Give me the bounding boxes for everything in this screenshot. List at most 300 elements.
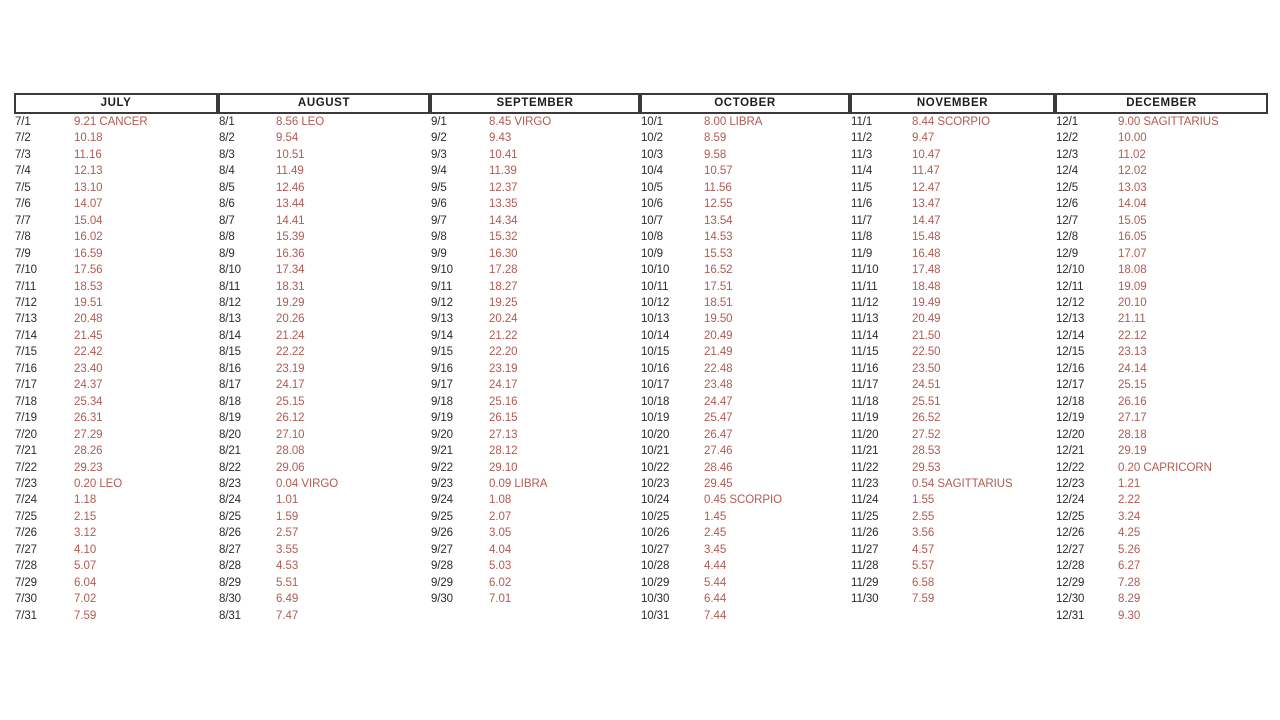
date-cell: 12/11 [1056, 280, 1084, 293]
position-value-cell: 19.49 [912, 296, 941, 309]
position-value-cell: 23.40 [74, 362, 103, 375]
position-value-cell: 18.48 [912, 280, 941, 293]
date-cell: 10/14 [641, 329, 670, 342]
date-cell: 7/26 [15, 527, 37, 540]
position-value-cell: 16.02 [74, 231, 103, 244]
month-header: OCTOBER [641, 94, 849, 113]
empty-cell [851, 608, 912, 624]
date-cell: 9/5 [431, 181, 447, 194]
date-cell: 11/15 [851, 346, 879, 359]
position-value-cell: 20.48 [74, 313, 103, 326]
position-value-cell: 29.19 [1118, 445, 1147, 458]
position-value-cell: 27.29 [74, 428, 103, 441]
date-cell: 9/25 [431, 510, 453, 523]
date-cell: 11/17 [851, 379, 879, 392]
position-value-cell: 26.15 [489, 412, 518, 425]
date-cell: 9/28 [431, 560, 453, 573]
date-cell: 7/27 [15, 543, 37, 556]
date-cell: 11/10 [851, 264, 879, 277]
position-value-cell: 15.39 [276, 231, 305, 244]
date-cell: 9/26 [431, 527, 453, 540]
position-value-cell: 24.51 [912, 379, 941, 392]
date-cell: 10/13 [641, 313, 670, 326]
date-cell: 10/21 [641, 445, 670, 458]
date-cell: 11/24 [851, 494, 879, 507]
position-value-cell: 27.13 [489, 428, 518, 441]
position-value-cell: 0.20 CAPRICORN [1118, 461, 1212, 474]
position-value-cell: 4.10 [74, 543, 97, 556]
position-value-cell: 4.25 [1118, 527, 1141, 540]
date-cell: 8/11 [219, 280, 241, 293]
position-value-cell: 5.26 [1118, 543, 1141, 556]
empty-cell [489, 608, 639, 624]
date-cell: 9/29 [431, 576, 453, 589]
position-value-cell: 28.08 [276, 445, 305, 458]
position-value-cell: 8.56 LEO [276, 116, 325, 128]
date-cell: 8/2 [219, 132, 235, 145]
position-value-cell: 29.45 [704, 477, 733, 490]
date-cell: 9/27 [431, 543, 453, 556]
table-row [15, 147, 1267, 163]
date-cell: 8/18 [219, 395, 241, 408]
date-cell: 10/27 [641, 543, 670, 556]
date-cell: 12/19 [1056, 412, 1085, 425]
date-cell: 12/27 [1056, 543, 1085, 556]
position-value-cell: 29.10 [489, 461, 518, 474]
position-value-cell: 19.50 [704, 313, 733, 326]
date-cell: 12/30 [1056, 593, 1085, 606]
date-cell: 9/13 [431, 313, 453, 326]
position-value-cell: 1.59 [276, 510, 299, 523]
date-cell: 10/26 [641, 527, 670, 540]
position-value-cell: 9.47 [912, 132, 935, 145]
position-value-cell: 15.53 [704, 247, 733, 260]
date-cell: 11/13 [851, 313, 879, 326]
position-value-cell: 0.20 LEO [74, 477, 123, 490]
date-cell: 8/21 [219, 445, 241, 458]
date-cell: 8/30 [219, 593, 241, 606]
position-value-cell: 13.47 [912, 198, 941, 211]
month-header: NOVEMBER [851, 94, 1054, 113]
date-cell: 8/4 [219, 165, 235, 178]
date-cell: 7/22 [15, 461, 37, 474]
date-cell: 11/26 [851, 527, 879, 540]
date-cell: 8/24 [219, 494, 241, 507]
position-value-cell: 12.47 [912, 181, 941, 194]
position-value-cell: 1.55 [912, 494, 935, 507]
position-value-cell: 28.53 [912, 445, 941, 458]
position-value-cell: 26.47 [704, 428, 733, 441]
date-cell: 11/4 [851, 165, 873, 178]
date-cell: 8/13 [219, 313, 241, 326]
position-value-cell: 6.27 [1118, 560, 1141, 573]
position-value-cell: 0.04 VIRGO [276, 477, 339, 490]
table-row [15, 180, 1267, 196]
position-value-cell: 2.15 [74, 510, 97, 523]
date-cell: 7/4 [15, 165, 31, 178]
date-cell: 12/28 [1056, 560, 1085, 573]
position-value-cell: 24.14 [1118, 362, 1147, 375]
date-cell: 10/18 [641, 395, 670, 408]
position-value-cell: 15.32 [489, 231, 518, 244]
date-cell: 7/20 [15, 428, 37, 441]
date-cell: 7/28 [15, 560, 37, 573]
position-value-cell: 1.08 [489, 494, 512, 507]
month-header: JULY [15, 94, 217, 113]
date-cell: 8/16 [219, 362, 241, 375]
position-value-cell: 28.26 [74, 445, 103, 458]
position-value-cell: 8.29 [1118, 593, 1141, 606]
position-value-cell: 14.53 [704, 231, 733, 244]
date-cell: 7/29 [15, 576, 37, 589]
date-cell: 7/19 [15, 412, 37, 425]
date-cell: 7/2 [15, 132, 31, 145]
position-value-cell: 28.12 [489, 445, 518, 458]
date-cell: 11/12 [851, 296, 879, 309]
date-cell: 10/15 [641, 346, 670, 359]
position-value-cell: 7.59 [912, 593, 935, 606]
position-value-cell: 9.43 [489, 132, 512, 145]
position-value-cell: 12.46 [276, 181, 305, 194]
date-cell: 10/30 [641, 593, 670, 606]
date-cell: 11/25 [851, 510, 879, 523]
position-value-cell: 2.55 [912, 510, 935, 523]
date-cell: 8/3 [219, 148, 235, 161]
date-cell: 8/9 [219, 247, 235, 260]
date-cell: 11/9 [851, 247, 873, 260]
date-cell: 8/8 [219, 231, 235, 244]
position-value-cell: 18.31 [276, 280, 305, 293]
table-row [15, 558, 1267, 574]
position-value-cell: 25.34 [74, 395, 103, 408]
table-row [15, 311, 1267, 327]
date-cell: 12/22 [1056, 461, 1085, 474]
date-cell: 11/3 [851, 148, 873, 161]
date-cell: 11/5 [851, 181, 873, 194]
table-row [15, 344, 1267, 360]
date-cell: 12/24 [1056, 494, 1085, 507]
date-cell: 11/18 [851, 395, 879, 408]
date-cell: 7/14 [15, 329, 37, 342]
position-value-cell: 9.21 CANCER [74, 116, 148, 128]
table-row [15, 394, 1267, 410]
date-cell: 7/17 [15, 379, 37, 392]
position-value-cell: 10.47 [912, 148, 941, 161]
position-value-cell: 24.47 [704, 395, 733, 408]
position-value-cell: 14.34 [489, 214, 518, 227]
position-value-cell: 15.05 [1118, 214, 1147, 227]
position-value-cell: 28.46 [704, 461, 733, 474]
position-value-cell: 20.49 [912, 313, 941, 326]
position-value-cell: 2.22 [1118, 494, 1141, 507]
date-cell: 7/6 [15, 198, 31, 211]
date-cell: 10/5 [641, 181, 663, 194]
table-row [15, 295, 1267, 311]
position-value-cell: 7.47 [276, 609, 299, 622]
date-cell: 8/6 [219, 198, 235, 211]
position-value-cell: 13.54 [704, 214, 733, 227]
position-value-cell: 3.45 [704, 543, 727, 556]
position-value-cell: 27.52 [912, 428, 941, 441]
position-value-cell: 13.03 [1118, 181, 1147, 194]
date-cell: 8/22 [219, 461, 241, 474]
date-cell: 10/1 [641, 116, 663, 128]
date-cell: 9/17 [431, 379, 453, 392]
position-value-cell: 12.55 [704, 198, 733, 211]
position-value-cell: 5.44 [704, 576, 727, 589]
table-row [15, 328, 1267, 344]
date-cell: 12/31 [1056, 609, 1085, 622]
table-row [15, 476, 1267, 492]
date-cell: 9/4 [431, 165, 447, 178]
date-cell: 7/25 [15, 510, 37, 523]
date-cell: 12/18 [1056, 395, 1085, 408]
position-value-cell: 7.44 [704, 609, 727, 622]
empty-cell [912, 608, 1054, 624]
position-value-cell: 25.47 [704, 412, 733, 425]
date-cell: 10/10 [641, 264, 670, 277]
position-value-cell: 17.28 [489, 264, 518, 277]
position-value-cell: 25.51 [912, 395, 941, 408]
position-value-cell: 2.57 [276, 527, 299, 540]
position-value-cell: 11.16 [74, 148, 102, 161]
date-cell: 12/4 [1056, 165, 1078, 178]
position-value-cell: 25.15 [1118, 379, 1147, 392]
position-value-cell: 25.16 [489, 395, 518, 408]
position-value-cell: 6.58 [912, 576, 935, 589]
date-cell: 12/3 [1056, 148, 1078, 161]
position-value-cell: 20.10 [1118, 296, 1147, 309]
date-cell: 8/20 [219, 428, 241, 441]
table-row [15, 279, 1267, 295]
date-cell: 11/19 [851, 412, 879, 425]
date-cell: 7/13 [15, 313, 37, 326]
position-value-cell: 5.07 [74, 560, 97, 573]
date-cell: 10/6 [641, 198, 663, 211]
date-cell: 8/19 [219, 412, 241, 425]
table-header [15, 94, 1267, 113]
date-cell: 7/12 [15, 296, 37, 309]
date-cell: 12/14 [1056, 329, 1085, 342]
position-value-cell: 9.30 [1118, 609, 1141, 622]
date-cell: 11/20 [851, 428, 879, 441]
position-value-cell: 12.13 [74, 165, 103, 178]
date-cell: 12/26 [1056, 527, 1085, 540]
date-cell: 8/17 [219, 379, 241, 392]
date-cell: 7/7 [15, 214, 31, 227]
position-value-cell: 19.25 [489, 296, 518, 309]
date-cell: 8/7 [219, 214, 235, 227]
position-value-cell: 10.18 [74, 132, 103, 145]
position-value-cell: 29.06 [276, 461, 305, 474]
date-cell: 8/27 [219, 543, 241, 556]
position-value-cell: 26.31 [74, 412, 103, 425]
date-cell: 10/11 [641, 280, 669, 293]
position-value-cell: 19.09 [1118, 280, 1147, 293]
position-value-cell: 2.45 [704, 527, 727, 540]
date-cell: 10/31 [641, 609, 670, 622]
date-cell: 7/10 [15, 264, 37, 277]
position-value-cell: 18.27 [489, 280, 518, 293]
position-value-cell: 27.46 [704, 445, 733, 458]
position-value-cell: 0.09 LIBRA [489, 477, 548, 490]
position-value-cell: 5.51 [276, 576, 299, 589]
month-header: AUGUST [219, 94, 429, 113]
date-cell: 7/5 [15, 181, 31, 194]
date-cell: 7/1 [15, 116, 31, 128]
date-cell: 8/1 [219, 116, 235, 128]
position-value-cell: 5.03 [489, 560, 512, 573]
position-value-cell: 21.24 [276, 329, 305, 342]
position-value-cell: 14.07 [74, 198, 103, 211]
date-cell: 10/20 [641, 428, 670, 441]
position-value-cell: 16.48 [912, 247, 941, 260]
date-cell: 12/1 [1056, 116, 1078, 128]
date-cell: 11/16 [851, 362, 879, 375]
position-value-cell: 3.12 [74, 527, 97, 540]
position-value-cell: 21.45 [74, 329, 103, 342]
date-cell: 12/15 [1056, 346, 1085, 359]
date-cell: 11/29 [851, 576, 879, 589]
table-row [15, 509, 1267, 525]
position-value-cell: 8.59 [704, 132, 727, 145]
date-cell: 10/17 [641, 379, 670, 392]
position-value-cell: 16.52 [704, 264, 733, 277]
position-value-cell: 8.44 SCORPIO [912, 116, 991, 128]
date-cell: 10/9 [641, 247, 663, 260]
position-value-cell: 11.49 [276, 165, 304, 178]
date-cell: 12/25 [1056, 510, 1085, 523]
table-row [15, 591, 1267, 607]
position-value-cell: 13.10 [74, 181, 103, 194]
position-value-cell: 10.00 [1118, 132, 1147, 145]
position-value-cell: 29.53 [912, 461, 941, 474]
date-cell: 9/24 [431, 494, 453, 507]
position-value-cell: 1.21 [1118, 477, 1141, 490]
date-cell: 10/4 [641, 165, 663, 178]
date-cell: 8/25 [219, 510, 241, 523]
date-cell: 10/24 [641, 494, 670, 507]
date-cell: 8/12 [219, 296, 241, 309]
position-value-cell: 2.07 [489, 510, 512, 523]
position-value-cell: 4.04 [489, 543, 512, 556]
date-cell: 9/18 [431, 395, 453, 408]
date-cell: 8/14 [219, 329, 241, 342]
date-cell: 11/8 [851, 231, 873, 244]
month-header: SEPTEMBER [431, 94, 639, 113]
table-row [15, 229, 1267, 245]
date-cell: 11/14 [851, 329, 879, 342]
date-cell: 7/16 [15, 362, 37, 375]
table-row [15, 361, 1267, 377]
position-value-cell: 3.24 [1118, 510, 1141, 523]
date-cell: 12/7 [1056, 214, 1078, 227]
date-cell: 11/27 [851, 543, 879, 556]
position-value-cell: 9.58 [704, 148, 727, 161]
position-value-cell: 11.47 [912, 165, 940, 178]
position-value-cell: 23.19 [489, 362, 518, 375]
date-cell: 7/21 [15, 445, 37, 458]
position-value-cell: 21.49 [704, 346, 733, 359]
date-cell: 12/9 [1056, 247, 1078, 260]
position-value-cell: 5.57 [912, 560, 935, 573]
position-value-cell: 4.57 [912, 543, 935, 556]
position-value-cell: 18.51 [704, 296, 733, 309]
position-value-cell: 13.35 [489, 198, 518, 211]
date-cell: 10/2 [641, 132, 663, 145]
position-value-cell: 24.37 [74, 379, 103, 392]
date-cell: 11/1 [851, 116, 873, 128]
date-cell: 12/21 [1056, 445, 1085, 458]
position-value-cell: 9.54 [276, 132, 299, 145]
position-value-cell: 26.12 [276, 412, 305, 425]
position-value-cell: 0.54 SAGITTARIUS [912, 477, 1013, 490]
table-row [15, 196, 1267, 212]
date-cell: 9/14 [431, 329, 453, 342]
date-cell: 8/15 [219, 346, 241, 359]
date-cell: 9/2 [431, 132, 447, 145]
position-value-cell: 18.08 [1118, 264, 1147, 277]
position-value-cell: 7.02 [74, 593, 97, 606]
position-value-cell: 4.44 [704, 560, 727, 573]
table-row [15, 163, 1267, 179]
position-value-cell: 15.48 [912, 231, 941, 244]
position-value-cell: 24.17 [276, 379, 305, 392]
position-value-cell: 10.51 [276, 148, 305, 161]
position-value-cell: 22.22 [276, 346, 305, 359]
date-cell: 9/12 [431, 296, 453, 309]
position-value-cell: 23.19 [276, 362, 305, 375]
position-value-cell: 12.37 [489, 181, 518, 194]
position-value-cell: 4.53 [276, 560, 299, 573]
date-cell: 12/20 [1056, 428, 1085, 441]
table-row [15, 130, 1267, 146]
table-row [15, 377, 1267, 393]
date-cell: 7/18 [15, 395, 37, 408]
position-value-cell: 16.36 [276, 247, 305, 260]
position-value-cell: 17.51 [704, 280, 733, 293]
date-cell: 7/15 [15, 346, 37, 359]
date-cell: 12/8 [1056, 231, 1078, 244]
position-value-cell: 9.00 SAGITTARIUS [1118, 116, 1219, 128]
date-cell: 8/26 [219, 527, 241, 540]
position-value-cell: 22.20 [489, 346, 518, 359]
position-value-cell: 18.53 [74, 280, 103, 293]
table-row [15, 246, 1267, 262]
date-cell: 10/22 [641, 461, 670, 474]
position-value-cell: 27.17 [1118, 412, 1147, 425]
position-value-cell: 24.17 [489, 379, 518, 392]
position-value-cell: 3.56 [912, 527, 935, 540]
date-cell: 9/11 [431, 280, 453, 293]
date-cell: 10/19 [641, 412, 670, 425]
ephemeris-sheet [14, 93, 1266, 624]
date-cell: 8/28 [219, 560, 241, 573]
position-value-cell: 10.41 [489, 148, 518, 161]
position-value-cell: 16.05 [1118, 231, 1147, 244]
date-cell: 9/1 [431, 116, 447, 128]
date-cell: 12/6 [1056, 198, 1078, 211]
date-cell: 12/23 [1056, 477, 1085, 490]
date-cell: 8/5 [219, 181, 235, 194]
date-cell: 9/6 [431, 198, 447, 211]
position-value-cell: 22.50 [912, 346, 941, 359]
date-cell: 8/10 [219, 264, 241, 277]
position-value-cell: 8.45 VIRGO [489, 116, 552, 128]
date-cell: 9/20 [431, 428, 453, 441]
date-cell: 11/23 [851, 477, 879, 490]
date-cell: 10/3 [641, 148, 663, 161]
